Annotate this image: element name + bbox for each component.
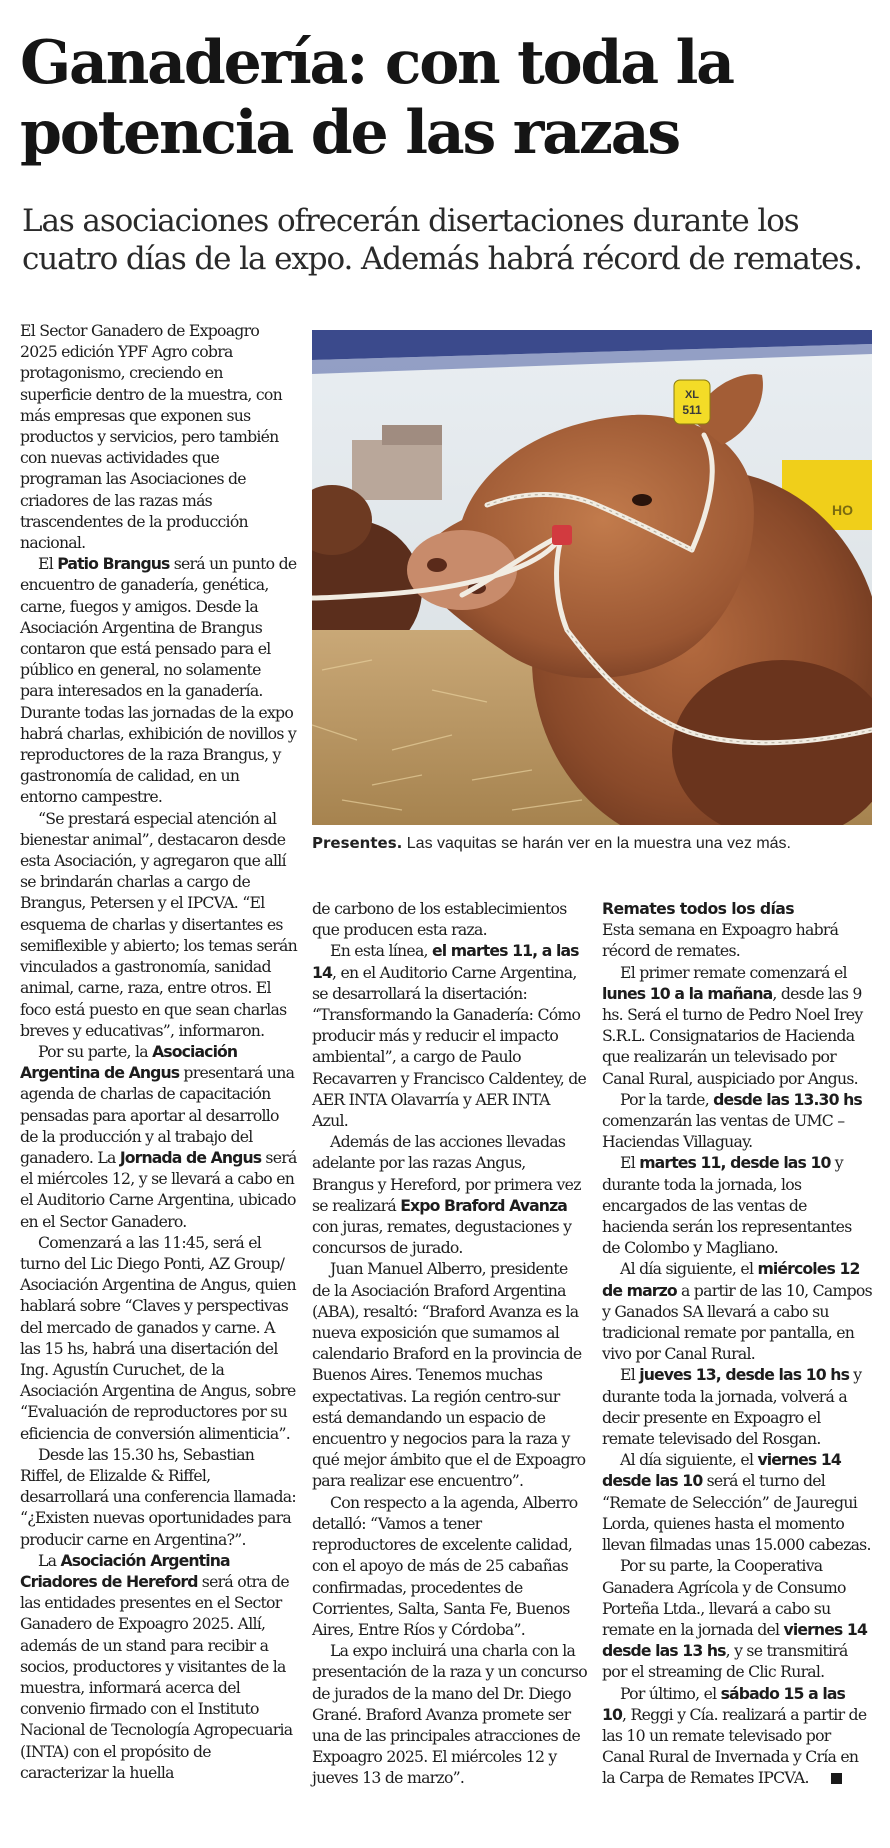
article-column-2 — [312, 898, 589, 1789]
photo-caption — [312, 833, 872, 854]
section-subhead: Remates todos los días — [602, 899, 794, 918]
paragraph: El primer remate comenzará el lunes 10 a la mañana, desde las 9 hs. Será el turno de Pedro Noel Irey S.R.L. Consignatarios de Hacienda que realizarán un televisado por Canal Rural, auspiciado por Angus. — [602, 962, 863, 1088]
highlight: el martes 11, a las 14 — [312, 941, 579, 982]
paragraph: Juan Manuel Alberro, presidente de la Asociación Braford Argentina (ABA), resaltó: “Braford Avanza es la nueva exposición que sumamos al calendario Braford en la provincia de Buenos Aires. Tenemos muchas expectativas. La región centro-sur está demandando un espacio de encuentro y negocios para la raza y qué mejor ámbito que el de Expoagro para realizar ese encuentro”. — [312, 1259, 586, 1491]
paragraph: Al día siguiente, el miércoles 12 de marzo a partir de las 10, Campos y Ganados SA llevará a cabo su tradicional remate por pantalla, en vivo por Canal Rural. — [602, 1259, 872, 1364]
highlight: sábado 15 a las 10 — [602, 1683, 845, 1724]
headline-line-1: Ganadería: con toda la — [20, 28, 733, 98]
paragraph: Por la tarde, desde las 13.30 hs comenzarán las ventas de UMC – Haciendas Villaguay. — [602, 1089, 862, 1152]
highlight: viernes 14 desde las 13 hs — [602, 1619, 867, 1661]
paragraph: El martes 11, desde las 10 y durante toda la jornada, los encargados de las ventas de hacienda serán los representantes de Colombo y Magliano. — [602, 1153, 852, 1258]
highlight: jueves 13, desde las 10 hs — [639, 1365, 850, 1385]
highlight: Asociación Argentina Criadores de Hereford — [20, 1550, 230, 1591]
highlight: viernes 14 desde las 10 — [602, 1450, 841, 1491]
ear-tag-line-1: XL — [684, 389, 700, 401]
subheadline — [22, 202, 882, 278]
end-of-article-mark — [831, 1773, 842, 1784]
cattle-photo — [312, 330, 872, 825]
svg-text:HO: HO — [832, 502, 853, 518]
paragraph: El Sector Ganadero de Expoagro 2025 edición YPF Agro cobra protagonismo, creciendo en superficie dentro de la muestra, con más empresas que exponen sus productos y servicios, pero también con nuevas actividades que programan las Asociaciones de criadores de las razas más trascendentes de la producción nacional. — [20, 321, 282, 553]
headline-line-2: potencia de las razas — [20, 98, 679, 168]
paragraph: La Asociación Argentina Criadores de Hereford será otra de las entidades presentes en el Sector Ganadero de Expoagro 2025. Allí, además de un stand para recibir a socios, productores y visitantes de la muestra, informará acerca del convenio firmado con el Instituto Nacional de Tecnología Agropecuaria (INTA) con el propósito de caracterizar la huella — [20, 1550, 293, 1782]
highlight: desde las 13.30 hs — [713, 1089, 862, 1109]
paragraph: Además de las acciones llevadas adelante por las razas Angus, Brangus y Hereford, por primera vez se realizará Expo Braford Avanza con juras, remates, degustaciones y concursos de jurado. — [312, 1132, 581, 1258]
highlight: Patio Brangus — [57, 554, 170, 574]
paragraph: Por último, el sábado 15 a las 10, Reggi y Cía. realizará a partir de las 10 un remate televisado por Canal Rural de Invernada y Cría en la Carpa de Remates IPCVA. — [602, 1683, 867, 1788]
bull-illustration — [312, 330, 872, 825]
article-column-1 — [20, 320, 298, 1783]
subheadline-line-2: cuatro días de la expo. Además habrá récord de remates. — [22, 241, 862, 277]
paragraph: Por su parte, la Cooperativa Ganadera Agrícola y de Consumo Porteña Ltda., llevará a cabo su remate en la jornada del viernes 14 desde las 13 hs, y se transmitirá por el streaming de Clic Rural. — [602, 1556, 867, 1682]
paragraph: Con respecto a la agenda, Alberro detalló: “Vamos a tener reproductores de excelente calidad, con el apoyo de más de 25 cabañas confirmadas, procedentes de Corrientes, Salta, Santa Fe, Buenos Aires, Entre Ríos y Córdoba”. — [312, 1492, 578, 1639]
paragraph: Al día siguiente, el viernes 14 desde las 10 será el turno del “Remate de Selección” de Jauregui Lorda, quienes hasta el momento llevan filmadas unas 15.000 cabezas. — [602, 1450, 871, 1555]
paragraph: “Se prestará especial atención al bienestar animal”, destacaron desde esta Asociación, y agregaron que allí se brindarán charlas a cargo de Brangus, Petersen y el IPCVA. “El esquema de charlas y disertantes es semiflexible y abierto; los temas serán vinculados a gastronomía, sanidad animal, carne, raza, entre otros. El foco está puesto en que sean charlas breves y educativas”, informaron. — [20, 808, 297, 1040]
paragraph: En esta línea, el martes 11, a las 14, en el Auditorio Carne Argentina, se desarrollará la disertación: “Transformando la Ganadería: Cómo producir más y reducir el impacto ambiental”, a cargo de Paulo Recavarren y Francisco Caldentey, de AER INTA Olavarría y AER INTA Azul. — [312, 941, 587, 1131]
highlight: miércoles 12 de marzo — [602, 1259, 860, 1300]
paragraph: La expo incluirá una charla con la presentación de la raza y un concurso de jurados de la mano del Dr. Diego Grané. Braford Avanza promete ser una de las principales atracciones de Expoagro 2025. El miércoles 12 y jueves 13 de marzo”. — [312, 1641, 587, 1788]
article-column-3 — [602, 898, 872, 1789]
caption-text: Las vaquitas se harán ver en la muestra una vez más. — [406, 835, 791, 852]
highlight: Expo Braford Avanza — [400, 1195, 567, 1215]
subheadline-line-1: Las asociaciones ofrecerán disertaciones durante los — [22, 203, 799, 239]
paragraph: El jueves 13, desde las 10 hs y durante toda la jornada, volverá a decir presente en Expoagro el remate televisado del Rosgan. — [602, 1365, 862, 1449]
highlight: martes 11, desde las 10 — [639, 1153, 831, 1173]
highlight: lunes 10 a la mañana — [602, 983, 773, 1003]
paragraph: El Patio Brangus será un punto de encuentro de ganadería, genética, carne, fuegos y amigos. Desde la Asociación Argentina de Brangus contaron que está pensado para el público en general, no solamente para interesados en la ganadería. Durante todas las jornadas de la expo habrá charlas, exhibición de novillos y reproductores de la raza Brangus, y gastronomía de calidad, en un entorno campestre. — [20, 554, 297, 807]
highlight: Jornada de Angus — [119, 1147, 262, 1167]
paragraph: Esta semana en Expoagro habrá récord de remates. — [602, 920, 839, 961]
caption-label: Presentes. — [312, 834, 403, 852]
paragraph: Comenzará a las 11:45, será el turno del Lic Diego Ponti, AZ Group/ Asociación Argentina de Angus, quien hablará sobre “Claves y perspectivas del mercado de ganados y carne. A las 15 hs, habrá una disertación del Ing. Agustín Curuchet, de la Asociación Argentina de Angus, sobre “Evaluación de reproductores por su eficiencia de conversión alimenticia”. — [20, 1232, 296, 1443]
paragraph: Por su parte, la Asociación Argentina de Angus presentará una agenda de charlas de capacitación pensadas para aportar al desarrollo de la producción y al trabajo del ganadero. La Jornada de Angus será el miércoles 12, y se llevará a cabo en el Auditorio Carne Argentina, ubicado en el Sector Ganadero. — [20, 1041, 297, 1231]
ear-tag-line-2: 511 — [682, 403, 702, 417]
headline — [20, 28, 880, 168]
paragraph: de carbono de los establecimientos que producen esta raza. — [312, 899, 567, 940]
highlight: Asociación Argentina de Angus — [20, 1041, 238, 1083]
paragraph: Desde las 15.30 hs, Sebastian Riffel, de Elizalde & Riffel, desarrollará una conferencia llamada: “¿Existen nuevas oportunidades para producir carne en Argentina?”. — [20, 1444, 296, 1549]
